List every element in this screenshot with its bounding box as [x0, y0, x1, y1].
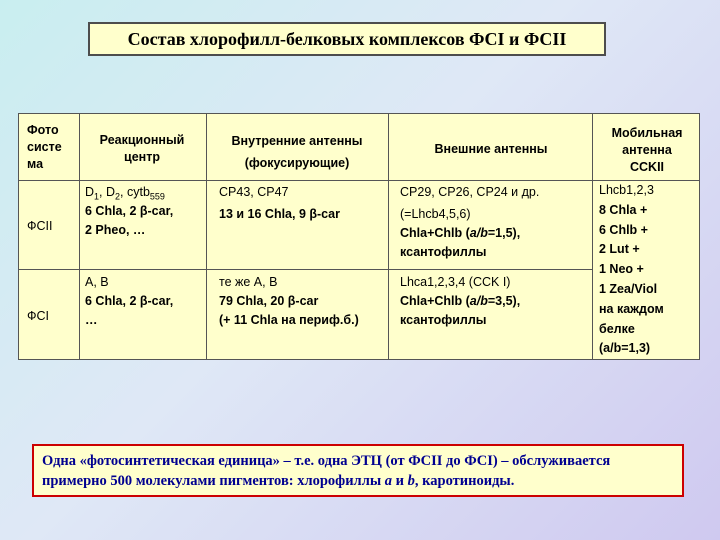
complexes-table — [18, 113, 700, 360]
cell-line: (a/b=1,3) — [599, 341, 651, 356]
cell-line: 6 Chlb + — [599, 222, 648, 237]
subscript: 1 — [94, 191, 100, 202]
row-name-psi: ФСI — [27, 309, 50, 323]
cell-line: 6 Chla, 2 β-car, — [85, 294, 174, 308]
header-line: систе — [27, 140, 62, 154]
header-line: Фото — [27, 123, 59, 137]
text: , каротиноиды. — [414, 473, 515, 489]
cell-line: … — [85, 313, 98, 327]
row-divider — [19, 180, 592, 181]
cell-line — [400, 224, 590, 243]
cell-line: 2 Lut + — [599, 242, 640, 257]
psi-inner-antennas — [219, 273, 385, 330]
psii-outer-antennas — [400, 183, 590, 262]
cell-line: Lhca1,2,3,4 (CCK I) — [400, 275, 511, 289]
cell-line: 6 Chla, 2 β-car, — [85, 204, 174, 218]
column-divider — [592, 114, 593, 359]
cell-line: 1 Neo + — [599, 262, 644, 277]
ratio-text: a/b — [469, 294, 488, 308]
subscript: 2 — [115, 191, 121, 202]
cell-line: 13 и 16 Chla, 9 β-car — [219, 207, 340, 221]
cell-line: ксантофиллы — [400, 245, 487, 259]
header-reaction-center — [83, 132, 201, 166]
text: b — [407, 473, 415, 489]
cell-line: те же A, B — [219, 275, 278, 289]
header-line: Внутренние антенны — [231, 134, 363, 148]
header-line: CCKII — [629, 160, 665, 174]
column-divider — [79, 114, 80, 359]
psi-reaction-center — [85, 273, 205, 330]
cell-line: 8 Chla + — [599, 202, 648, 217]
text: и — [392, 473, 408, 489]
title-text: Состав хлорофилл-белковых комплексов ФСI и ФСII — [127, 28, 567, 49]
header-photosystem — [27, 122, 77, 173]
text: Chla+Chlb ( — [400, 294, 470, 308]
mobile-antenna-cell — [599, 181, 699, 359]
cell-line: Lhcb1,2,3 — [599, 183, 654, 197]
psii-reaction-center — [85, 183, 205, 240]
row-name-psii: ФСII — [27, 219, 53, 233]
cell-line — [85, 183, 205, 202]
header-line: ма — [27, 157, 44, 171]
cell-line: (=Lhcb4,5,6) — [400, 207, 471, 221]
header-inner-antennas — [211, 130, 383, 174]
cell-line: 1 Zea/Viol — [599, 281, 658, 296]
text: , D — [99, 185, 116, 199]
text: =3,5), — [487, 294, 521, 308]
page-title — [88, 22, 606, 56]
text: примерно 500 молекулами пигментов: хлорофиллы — [42, 473, 385, 489]
cell-line: 2 Pheo, … — [85, 223, 146, 237]
psi-outer-antennas — [400, 273, 590, 330]
note-line: Одна «фотосинтетическая единица» – т.е. одна ЭТЦ (от ФСII до ФСI) – обслуживается — [42, 453, 611, 469]
cell-line: на каждом — [599, 301, 664, 316]
text: Chla+Chlb ( — [400, 226, 470, 240]
cell-line: 79 Chla, 20 β-car — [219, 294, 319, 308]
header-line: Внешние антенны — [434, 142, 548, 156]
header-line: Мобильная — [611, 126, 683, 140]
subscript: 559 — [149, 191, 165, 202]
column-divider — [388, 114, 389, 359]
cell-line: A, B — [85, 275, 109, 289]
header-line: (фокусирующие) — [244, 156, 350, 170]
cell-line: (+ 11 Chla на периф.б.) — [219, 313, 359, 327]
cell-line: белке — [599, 321, 635, 336]
text: , cytb — [120, 185, 150, 199]
text: a — [384, 473, 393, 489]
psii-inner-antennas — [219, 183, 385, 224]
header-line: Реакционный — [99, 133, 185, 147]
cell-line — [400, 292, 590, 311]
row-divider — [19, 269, 592, 270]
cell-line: CP43, CP47 — [219, 185, 289, 199]
header-outer-antennas — [393, 141, 589, 158]
text: D — [85, 185, 95, 199]
text: =1,5), — [487, 226, 521, 240]
header-mobile-antenna — [597, 125, 697, 176]
note-line — [42, 471, 674, 491]
summary-note — [32, 444, 684, 497]
cell-line: CP29, CP26, CP24 и др. — [400, 185, 540, 199]
ratio-text: a/b — [469, 226, 488, 240]
cell-line: ксантофиллы — [400, 313, 487, 327]
header-line: центр — [124, 150, 160, 164]
column-divider — [206, 114, 207, 359]
header-line: антенна — [622, 143, 672, 157]
